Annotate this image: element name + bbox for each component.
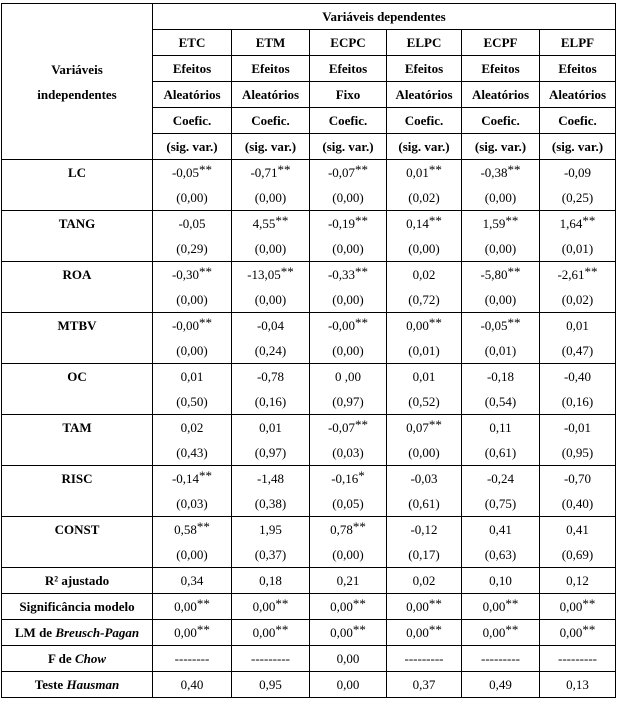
p-value: (0,29) <box>176 241 208 256</box>
coefficient-value: 0,78** <box>330 519 366 537</box>
coefficient-value: -0,14** <box>171 468 213 486</box>
p-value: (0,63) <box>484 547 517 562</box>
coefficient-value: -0,00** <box>171 315 213 333</box>
variable-row <box>2 211 616 262</box>
coefficient-cell <box>153 517 232 568</box>
p-value: (0,00) <box>484 241 517 256</box>
p-value: (0,01) <box>561 241 594 256</box>
column-effect-line2: Fixo <box>310 82 387 108</box>
statistic-value: --------- <box>540 646 616 672</box>
independent-header-line1: Variáveis <box>51 61 103 77</box>
p-value: (0,00) <box>176 547 208 562</box>
significance-stars: ** <box>275 213 289 228</box>
p-value: (0,17) <box>408 547 440 562</box>
p-value: (0,00) <box>332 343 364 358</box>
significance-stars: ** <box>355 162 369 177</box>
coefficient-cell <box>153 313 232 364</box>
significance-stars: ** <box>196 596 210 611</box>
coefficient-cell <box>387 262 462 313</box>
coefficient-value: 4,55** <box>252 213 289 231</box>
variable-row <box>2 517 616 568</box>
coefficient-cell <box>387 466 462 517</box>
column-coef-label: Coefic. <box>387 108 462 134</box>
significance-stars: * <box>358 468 365 483</box>
coefficient-value: -0,40 <box>563 369 592 384</box>
statistic-value: 0,00** <box>540 620 616 646</box>
significance-stars: ** <box>507 264 521 279</box>
column-coef-label: Coefic. <box>540 108 616 134</box>
statistic-value: 0,12 <box>540 568 616 594</box>
significance-stars: ** <box>199 315 213 330</box>
statistic-value: 0,37 <box>387 672 462 698</box>
variable-row <box>2 262 616 313</box>
column-effect-line1: Efeitos <box>153 56 232 82</box>
coefficient-value: -2,61** <box>557 264 598 282</box>
coefficient-value: 0,01 <box>566 318 589 333</box>
statistic-row <box>2 646 616 672</box>
column-code: ELPC <box>387 30 462 56</box>
statistic-label: R² ajustado <box>2 568 153 594</box>
p-value: (0,00) <box>254 241 287 256</box>
significance-stars: ** <box>280 264 294 279</box>
column-sig-label: (sig. var.) <box>310 134 387 160</box>
coefficient-cell <box>153 211 232 262</box>
coefficient-cell <box>232 262 310 313</box>
coefficient-value: -0,12 <box>410 522 438 537</box>
coefficient-value: 0,41 <box>566 522 589 537</box>
coefficient-value: -0,00** <box>327 315 369 333</box>
column-code: ECPC <box>310 30 387 56</box>
coefficient-value: -0,78 <box>256 369 285 384</box>
coefficient-value: 0,01 <box>259 420 282 435</box>
statistic-label-plain: LM de <box>14 625 56 640</box>
coefficient-cell <box>232 517 310 568</box>
p-value: (0,95) <box>561 445 594 460</box>
significance-stars: ** <box>428 596 442 611</box>
coefficient-cell <box>232 160 310 211</box>
coefficient-cell <box>310 262 387 313</box>
statistic-row <box>2 568 616 594</box>
significance-stars: ** <box>199 162 213 177</box>
statistic-label <box>2 646 153 672</box>
statistic-value: --------- <box>387 646 462 672</box>
p-value: (0,25) <box>561 190 594 205</box>
variable-row <box>2 313 616 364</box>
coefficient-value: -0,16* <box>331 468 365 486</box>
coefficient-value: 0,58** <box>174 519 210 537</box>
variable-row <box>2 160 616 211</box>
p-value: (0,37) <box>254 547 287 562</box>
coefficient-value: 0,00** <box>406 315 442 333</box>
p-value: (0,03) <box>332 445 364 460</box>
coefficient-value: -0,07** <box>327 417 369 435</box>
statistic-label: Significância modelo <box>2 594 153 620</box>
statistic-row <box>2 594 616 620</box>
statistic-label-plain: Teste <box>34 677 67 692</box>
statistic-value: 0,00** <box>153 594 232 620</box>
statistic-value: 0,13 <box>540 672 616 698</box>
coefficient-value: -0,07** <box>327 162 369 180</box>
dependent-variables-header: Variáveis dependentes <box>153 4 616 30</box>
coefficient-value: -0,04 <box>256 318 285 333</box>
coefficient-value: 0,07** <box>406 417 442 435</box>
coefficient-cell <box>387 211 462 262</box>
regression-results-table <box>1 3 616 698</box>
p-value: (0,00) <box>176 343 208 358</box>
p-value: (0,02) <box>408 190 440 205</box>
coefficient-cell <box>462 262 540 313</box>
p-value: (0,00) <box>176 292 208 307</box>
p-value: (0,00) <box>176 190 208 205</box>
column-code: ECPF <box>462 30 540 56</box>
coefficient-cell <box>310 211 387 262</box>
column-effect-line1: Efeitos <box>310 56 387 82</box>
statistic-label-italic: Chow <box>74 651 107 666</box>
coefficient-cell <box>153 364 232 415</box>
coefficient-cell <box>387 313 462 364</box>
p-value: (0,52) <box>408 394 440 409</box>
p-value: (0,97) <box>254 445 287 460</box>
p-value: (0,00) <box>254 190 287 205</box>
variable-row <box>2 415 616 466</box>
coefficient-value: -0,30** <box>171 264 213 282</box>
significance-stars: ** <box>582 596 596 611</box>
significance-stars: ** <box>428 213 442 228</box>
p-value: (0,00) <box>332 547 364 562</box>
p-value: (0,01) <box>484 343 517 358</box>
coefficient-value: -5,80** <box>480 264 521 282</box>
significance-stars: ** <box>505 596 519 611</box>
coefficient-cell <box>540 313 616 364</box>
coefficient-cell <box>232 364 310 415</box>
statistic-value: 0,00** <box>232 620 310 646</box>
statistic-label-plain: F de <box>47 651 75 666</box>
coefficient-value: -0,05 <box>178 216 206 231</box>
coefficient-cell <box>462 160 540 211</box>
variable-name: ROA <box>2 262 153 313</box>
coefficient-cell <box>462 313 540 364</box>
statistic-value: 0,00 <box>310 646 387 672</box>
coefficient-cell <box>153 466 232 517</box>
p-value: (0,00) <box>484 292 517 307</box>
statistic-value: 0,00** <box>310 620 387 646</box>
significance-stars: ** <box>584 264 598 279</box>
significance-stars: ** <box>428 417 442 432</box>
significance-stars: ** <box>582 622 596 637</box>
coefficient-value: 0,01** <box>406 162 442 180</box>
variable-name: LC <box>2 160 153 211</box>
coefficient-cell <box>540 364 616 415</box>
p-value: (0,00) <box>332 190 364 205</box>
significance-stars: ** <box>196 622 210 637</box>
p-value: (0,75) <box>484 496 517 511</box>
coefficient-value: -0,03 <box>410 471 438 486</box>
statistic-row <box>2 620 616 646</box>
coefficient-value: 0,11 <box>489 420 512 435</box>
coefficient-cell <box>310 415 387 466</box>
coefficient-cell <box>462 517 540 568</box>
statistic-value: --------- <box>232 646 310 672</box>
coefficient-cell <box>540 517 616 568</box>
column-effect-line1: Efeitos <box>540 56 616 82</box>
coefficient-cell <box>310 517 387 568</box>
coefficient-value: -0,70 <box>563 471 592 486</box>
coefficient-cell <box>540 262 616 313</box>
statistic-value: -------- <box>153 646 232 672</box>
coefficient-cell <box>387 160 462 211</box>
coefficient-value: -0,19** <box>327 213 369 231</box>
p-value: (0,00) <box>408 445 440 460</box>
variable-name: CONST <box>2 517 153 568</box>
statistic-value: 0,00** <box>462 594 540 620</box>
p-value: (0,00) <box>332 241 364 256</box>
coefficient-cell <box>387 415 462 466</box>
statistic-row <box>2 672 616 698</box>
significance-stars: ** <box>352 519 366 534</box>
column-effect-line2: Aleatórios <box>387 82 462 108</box>
column-effect-line2: Aleatórios <box>153 82 232 108</box>
column-sig-label: (sig. var.) <box>462 134 540 160</box>
statistic-value: --------- <box>462 646 540 672</box>
column-sig-label: (sig. var.) <box>387 134 462 160</box>
column-coef-label: Coefic. <box>462 108 540 134</box>
coefficient-value: 1,95 <box>259 522 282 537</box>
significance-stars: ** <box>352 622 366 637</box>
p-value: (0,43) <box>176 445 208 460</box>
statistic-value: 0,00 <box>310 672 387 698</box>
coefficient-value: -13,05** <box>247 264 294 282</box>
coefficient-value: -0,24 <box>486 471 515 486</box>
coefficient-cell <box>310 160 387 211</box>
p-value: (0,16) <box>561 394 594 409</box>
p-value: (0,02) <box>561 292 594 307</box>
p-value: (0,61) <box>484 445 517 460</box>
significance-stars: ** <box>199 264 213 279</box>
statistic-value: 0,10 <box>462 568 540 594</box>
coefficient-value: -0,33** <box>327 264 369 282</box>
significance-stars: ** <box>428 315 442 330</box>
statistic-value: 0,49 <box>462 672 540 698</box>
p-value: (0,97) <box>332 394 364 409</box>
significance-stars: ** <box>352 596 366 611</box>
p-value: (0,40) <box>561 496 594 511</box>
coefficient-cell <box>462 211 540 262</box>
statistic-value: 0,00** <box>540 594 616 620</box>
statistic-label-italic: Breusch-Pagan <box>55 625 140 640</box>
significance-stars: ** <box>505 213 519 228</box>
column-code: ELPF <box>540 30 616 56</box>
statistic-label <box>2 620 153 646</box>
coefficient-value: 0,01 <box>412 369 436 384</box>
variable-name: RISC <box>2 466 153 517</box>
significance-stars: ** <box>507 315 521 330</box>
p-value: (0,72) <box>408 292 440 307</box>
p-value: (0,00) <box>408 241 440 256</box>
p-value: (0,50) <box>176 394 208 409</box>
p-value: (0,05) <box>332 496 364 511</box>
significance-stars: ** <box>355 417 369 432</box>
p-value: (0,00) <box>254 292 287 307</box>
coefficient-value: -0,71** <box>250 162 291 180</box>
coefficient-cell <box>540 466 616 517</box>
statistic-value: 0,02 <box>387 568 462 594</box>
significance-stars: ** <box>355 264 369 279</box>
variable-name: OC <box>2 364 153 415</box>
p-value: (0,00) <box>484 190 517 205</box>
column-effect-line2: Aleatórios <box>540 82 616 108</box>
coefficient-cell <box>387 517 462 568</box>
significance-stars: ** <box>505 622 519 637</box>
significance-stars: ** <box>196 519 210 534</box>
statistic-value: 0,00** <box>232 594 310 620</box>
coefficient-cell <box>310 313 387 364</box>
statistic-label <box>2 672 153 698</box>
column-sig-label: (sig. var.) <box>232 134 310 160</box>
coefficient-cell <box>232 415 310 466</box>
column-sig-label: (sig. var.) <box>540 134 616 160</box>
coefficient-cell <box>462 364 540 415</box>
statistic-value: 0,00** <box>387 594 462 620</box>
p-value: (0,47) <box>561 343 594 358</box>
variable-name: TAM <box>2 415 153 466</box>
statistic-value: 0,21 <box>310 568 387 594</box>
statistic-value: 0,00** <box>387 620 462 646</box>
coefficient-cell <box>462 466 540 517</box>
significance-stars: ** <box>355 213 369 228</box>
significance-stars: ** <box>275 596 289 611</box>
independent-variables-header <box>2 4 153 160</box>
significance-stars: ** <box>582 213 596 228</box>
coefficient-cell <box>540 160 616 211</box>
coefficient-value: 0 ,00 <box>335 369 361 384</box>
coefficient-cell <box>153 415 232 466</box>
coefficient-value: -1,48 <box>256 471 285 486</box>
significance-stars: ** <box>355 315 369 330</box>
coefficient-cell <box>310 466 387 517</box>
coefficient-cell <box>462 415 540 466</box>
significance-stars: ** <box>507 162 521 177</box>
coefficient-value: 0,02 <box>412 267 436 282</box>
p-value: (0,16) <box>254 394 287 409</box>
coefficient-value: 0,02 <box>180 420 204 435</box>
statistic-value: 0,34 <box>153 568 232 594</box>
variable-name: MTBV <box>2 313 153 364</box>
statistic-value: 0,95 <box>232 672 310 698</box>
p-value: (0,00) <box>332 292 364 307</box>
p-value: (0,54) <box>484 394 517 409</box>
coefficient-cell <box>153 262 232 313</box>
coefficient-value: -0,38** <box>480 162 521 180</box>
statistic-value: 0,40 <box>153 672 232 698</box>
column-effect-line1: Efeitos <box>387 56 462 82</box>
p-value: (0,03) <box>176 496 208 511</box>
variable-name: TANG <box>2 211 153 262</box>
coefficient-cell <box>540 415 616 466</box>
column-effect-line2: Aleatórios <box>232 82 310 108</box>
column-coef-label: Coefic. <box>232 108 310 134</box>
column-code: ETM <box>232 30 310 56</box>
column-coef-label: Coefic. <box>310 108 387 134</box>
independent-header-line2: independentes <box>37 86 117 102</box>
coefficient-cell <box>153 160 232 211</box>
significance-stars: ** <box>428 622 442 637</box>
coefficient-cell <box>232 211 310 262</box>
column-effect-line1: Efeitos <box>462 56 540 82</box>
p-value: (0,01) <box>408 343 440 358</box>
coefficient-cell <box>540 211 616 262</box>
statistic-value: 0,18 <box>232 568 310 594</box>
coefficient-value: -0,09 <box>563 165 592 180</box>
coefficient-value: -0,01 <box>563 420 592 435</box>
coefficient-cell <box>232 466 310 517</box>
significance-stars: ** <box>199 468 213 483</box>
coefficient-cell <box>387 364 462 415</box>
coefficient-value: -0,05** <box>171 162 213 180</box>
significance-stars: ** <box>277 162 291 177</box>
coefficient-value: 1,64** <box>559 213 596 231</box>
coefficient-cell <box>232 313 310 364</box>
p-value: (0,38) <box>254 496 287 511</box>
coefficient-value: -0,05** <box>480 315 521 333</box>
p-value: (0,69) <box>561 547 594 562</box>
column-coef-label: Coefic. <box>153 108 232 134</box>
significance-stars: ** <box>275 622 289 637</box>
coefficient-value: 1,59** <box>482 213 519 231</box>
coefficient-value: -0,18 <box>486 369 515 384</box>
p-value: (0,61) <box>408 496 440 511</box>
statistic-value: 0,00** <box>310 594 387 620</box>
statistic-value: 0,00** <box>153 620 232 646</box>
statistic-value: 0,00** <box>462 620 540 646</box>
coefficient-value: 0,14** <box>406 213 442 231</box>
variable-row <box>2 364 616 415</box>
coefficient-value: 0,41 <box>489 522 512 537</box>
statistic-label-italic: Hausman <box>66 677 120 692</box>
column-effect-line1: Efeitos <box>232 56 310 82</box>
coefficient-cell <box>310 364 387 415</box>
column-code: ETC <box>153 30 232 56</box>
coefficient-value: 0,01 <box>180 369 204 384</box>
significance-stars: ** <box>428 162 442 177</box>
p-value: (0,24) <box>254 343 287 358</box>
column-sig-label: (sig. var.) <box>153 134 232 160</box>
variable-row <box>2 466 616 517</box>
column-effect-line2: Aleatórios <box>462 82 540 108</box>
